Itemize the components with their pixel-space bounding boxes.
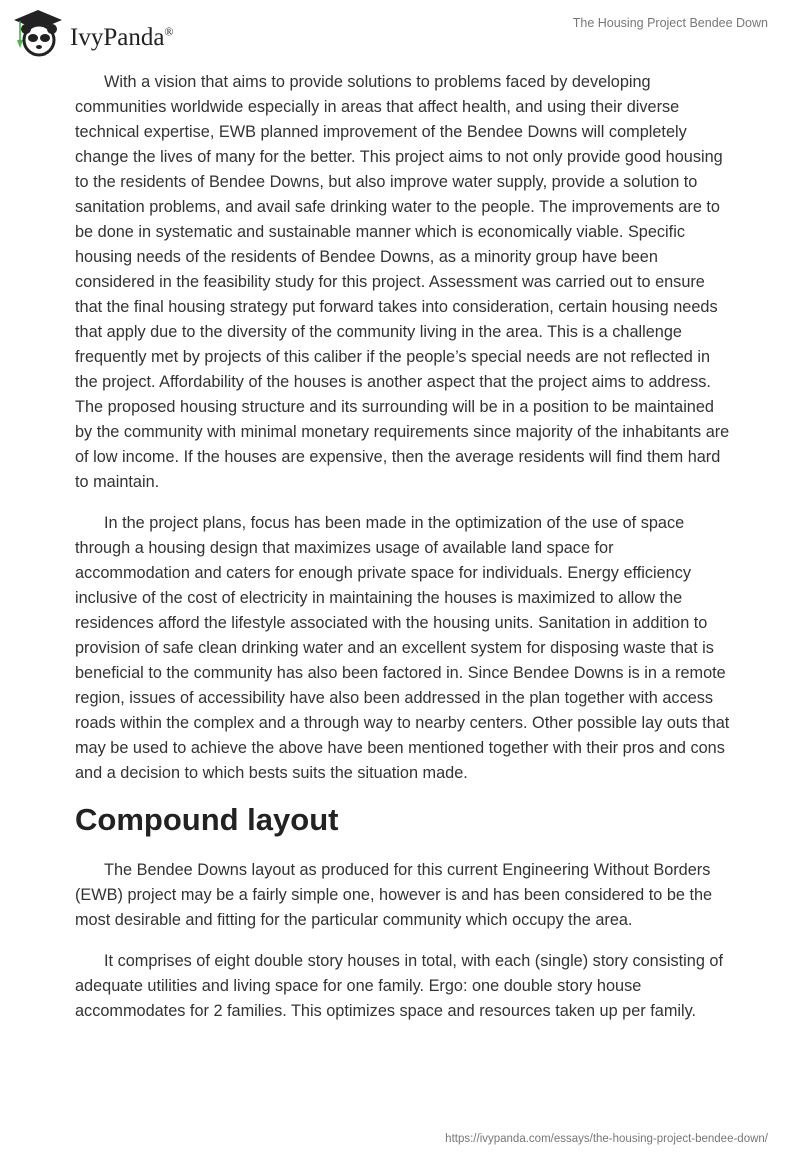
logo-text: IvyPanda xyxy=(70,24,165,51)
panda-graduate-icon xyxy=(12,8,64,58)
paragraph: With a vision that aims to provide solutions to problems faced by developing communities worldwide especially in areas that affect health, and using their diverse technical expertise, EWB planned improvement of the Bendee Downs will completely change the lives of many for the better. This project aims to not only provide good housing to the residents of Bendee Downs, but also improve water supply, provide a solution to sanitation problems, and avail safe drinking water to the people. The improvements are to be done in systematic and sustainable manner which is economically viable. Specific housing needs of the residents of Bendee Downs, as a minority group have been considered in the feasibility study for this project. Assessment was carried out to ensure that the final housing strategy put forward takes into consideration, certain housing needs that apply due to the diversity of the community living in the area. This is a challenge frequently met by projects of this caliber if the people’s special needs are not reflected in the project. Affordability of the houses is another aspect that the project aims to address. The proposed housing structure and its surrounding will be in a position to be maintained by the community with minimal monetary requirements since majority of the inhabitants are of low income. If the houses are expensive, then the average residents will find them hard to maintain. xyxy=(75,73,730,491)
section-heading: Compound layout xyxy=(75,802,339,837)
paragraph: The Bendee Downs layout as produced for this current Engineering Without Borders (EWB) project may be a fairly simple one, however is and has been considered to be the most desirable and fitting for the particular community which occupy the area. xyxy=(75,861,713,929)
paragraph: It comprises of eight double story houses in total, with each (single) story consisting of adequate utilities and living space for one family. Ergo: one double story house accommodates for 2 families. This optimizes space and resources taken up per family. xyxy=(75,952,723,1020)
ivypanda-logo[interactable] xyxy=(12,8,174,58)
document-title: The Housing Project Bendee Down xyxy=(572,16,768,30)
essay-content xyxy=(75,70,730,1040)
registered-mark: ® xyxy=(164,24,174,39)
source-url[interactable]: https://ivypanda.com/essays/the-housing-project-bendee-down/ xyxy=(445,1133,768,1145)
paragraph: In the project plans, focus has been made in the optimization of the use of space through a housing design that maximizes usage of available land space for accommodation and caters for enough private space for individuals. Energy efficiency inclusive of the cost of electricity in maintaining the houses is maximized to allow the residences afford the lifestyle associated with the housing units. Sanitation in addition to provision of safe clean drinking water and an excellent system for disposing waste that is beneficial to the community has also been factored in. Since Bendee Downs is in a remote region, issues of accessibility have also been addressed in the plan together with access roads within the complex and a through way to nearby centers. Other possible lay outs that may be used to achieve the above have been mentioned together with their pros and cons and a decision to which bests suits the situation made. xyxy=(75,514,730,782)
